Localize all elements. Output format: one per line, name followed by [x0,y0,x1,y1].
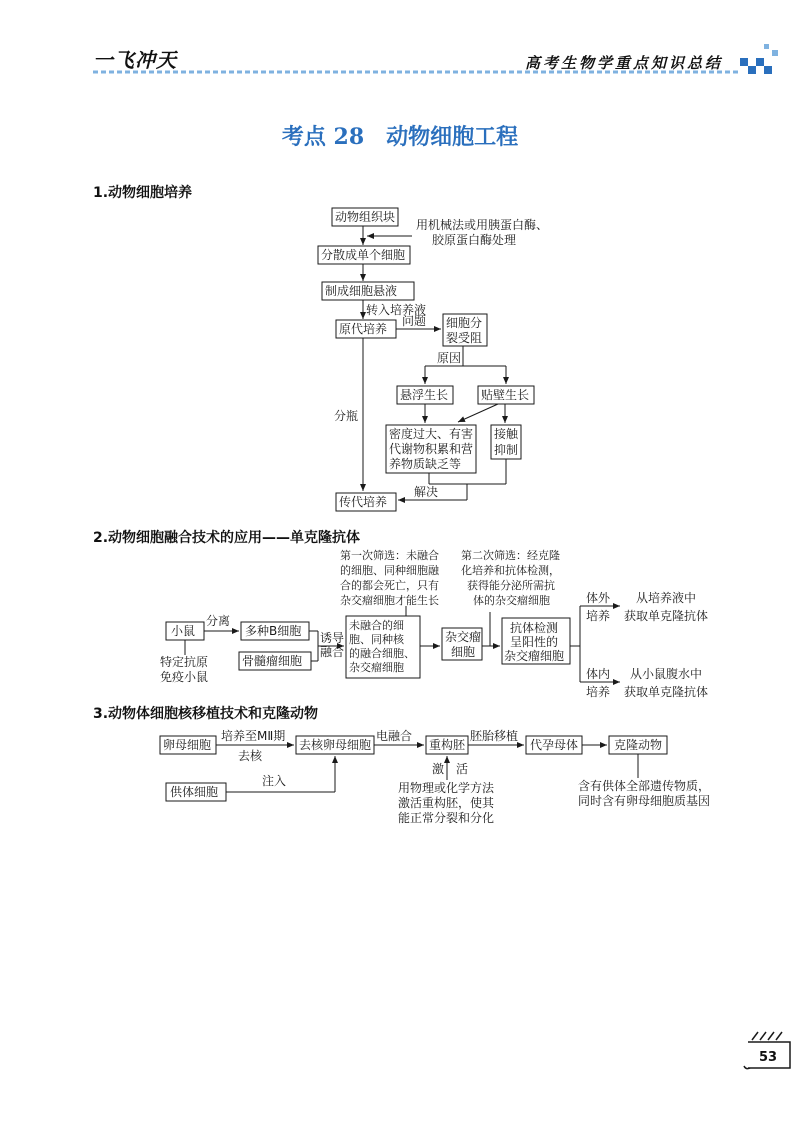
text-screen1-2: 的细胞、同种细胞融 [340,564,439,577]
text-contact-2: 抑制 [494,443,519,457]
text-note-2: 同时含有卵母细胞质基因 [578,794,711,808]
text-invitro-out-2: 获取单克隆抗体 [624,609,709,623]
text-mix-4: 杂交瘤细胞 [349,661,404,674]
text-problem: 问题 [402,314,427,328]
text-split: 分瓶 [334,409,359,423]
text-mix-2: 胞、同种核 [349,633,404,646]
text-screen1-4: 杂交瘤细胞才能生长 [340,594,439,607]
text-density-1: 密度过大、有害 [389,427,474,441]
text-mix-1: 未融合的细 [349,619,404,632]
section3-heading: 3.动物体细胞核移植技术和克隆动物 [93,706,319,722]
text-surrogate: 代孕母体 [530,738,579,752]
text-transfer: 转入培养液 [366,303,427,317]
text-electro: 电融合 [376,729,413,743]
text-mouse: 小鼠 [171,624,196,638]
text-primary: 原代培养 [339,322,388,336]
text-invitro-out-1: 从培养液中 [636,591,697,605]
text-density-3: 养物质缺乏等 [389,457,462,471]
text-screen1-3: 合的都会死亡，只有 [340,579,439,592]
text-embryo: 重构胚 [429,738,466,752]
text-solve: 解决 [414,485,439,499]
text-invivo-out-1: 从小鼠腹水中 [630,667,703,681]
section1-heading: 1.动物细胞培养 [93,185,193,201]
text-method-2: 激活重构胚，使其 [398,796,495,810]
text-culture-mii: 培养至MⅡ期 [221,729,286,743]
text-screen2-1: 第二次筛选：经克隆 [461,549,560,562]
text-treat-2: 胶原蛋白酶处理 [432,233,517,247]
text-blocked-2: 裂受阻 [446,331,483,345]
text-screen2-2: 化培养和抗体检测， [461,564,560,577]
text-note-1: 含有供体全部遗传物质， [578,779,711,793]
page-title: 考点 28 动物细胞工程 [281,124,519,150]
text-positive-1: 抗体检测 [510,621,559,635]
text-myeloma: 骨髓瘤细胞 [242,654,303,668]
text-enucleated: 去核卵母细胞 [299,738,372,752]
text-blocked-1: 细胞分 [446,316,483,330]
text-single-cells: 分散成单个细胞 [321,248,406,262]
text-subculture: 传代培养 [339,495,388,509]
section2-heading: 2.动物细胞融合技术的应用——单克隆抗体 [93,530,361,546]
brand-logo-text: 一飞冲天 [93,48,177,72]
text-inject: 注入 [262,774,287,788]
page-number: 53 [759,1050,778,1065]
text-invitro-1: 体外 [586,591,611,605]
text-separate: 分离 [206,614,231,628]
text-hybridoma-1: 杂交瘤 [445,630,482,644]
text-adherent: 贴壁生长 [481,388,530,402]
text-contact-1: 接触 [494,427,519,441]
text-tissue: 动物组织块 [335,210,396,224]
text-method-3: 能正常分裂和分化 [398,811,495,825]
text-treat-1: 用机械法或用胰蛋白酶、 [416,218,549,232]
text-donor: 供体细胞 [170,785,219,799]
text-suspension: 制成细胞悬液 [325,284,398,298]
text-mix-3: 的融合细胞、 [349,647,415,660]
text-invivo-2: 培养 [586,685,611,699]
text-invivo-1: 体内 [586,667,611,681]
text-hybridoma-2: 细胞 [451,645,476,659]
text-invitro-2: 培养 [586,609,611,623]
header-title: 高考生物学重点知识总结 [525,54,724,72]
text-invivo-out-2: 获取单克隆抗体 [624,685,709,699]
text-activate: 激 活 [432,762,469,776]
text-positive-2: 呈阳性的 [510,635,559,649]
text-transfer: 胚胎移植 [470,729,519,743]
text-screen2-3: 获得能分泌所需抗 [467,579,555,592]
text-reason: 原因 [437,351,462,365]
text-enucleate: 去核 [238,749,263,763]
text-density-2: 代谢物积累和营 [389,442,474,456]
text-antigen-2: 免疫小鼠 [160,670,209,684]
text-b-cells: 多种B细胞 [245,624,302,638]
text-antigen-1: 特定抗原 [160,655,209,669]
text-induce-1: 诱导 [320,631,345,645]
text-screen2-4: 体的杂交瘤细胞 [473,594,550,607]
text-suspended: 悬浮生长 [400,388,449,402]
text-positive-3: 杂交瘤细胞 [504,649,565,663]
text-induce-2: 融合 [320,645,345,659]
text-clone: 克隆动物 [614,738,663,752]
text-screen1-1: 第一次筛选：未融合 [340,549,439,562]
text-oocyte: 卵母细胞 [163,738,212,752]
text-method-1: 用物理或化学方法 [398,781,495,795]
